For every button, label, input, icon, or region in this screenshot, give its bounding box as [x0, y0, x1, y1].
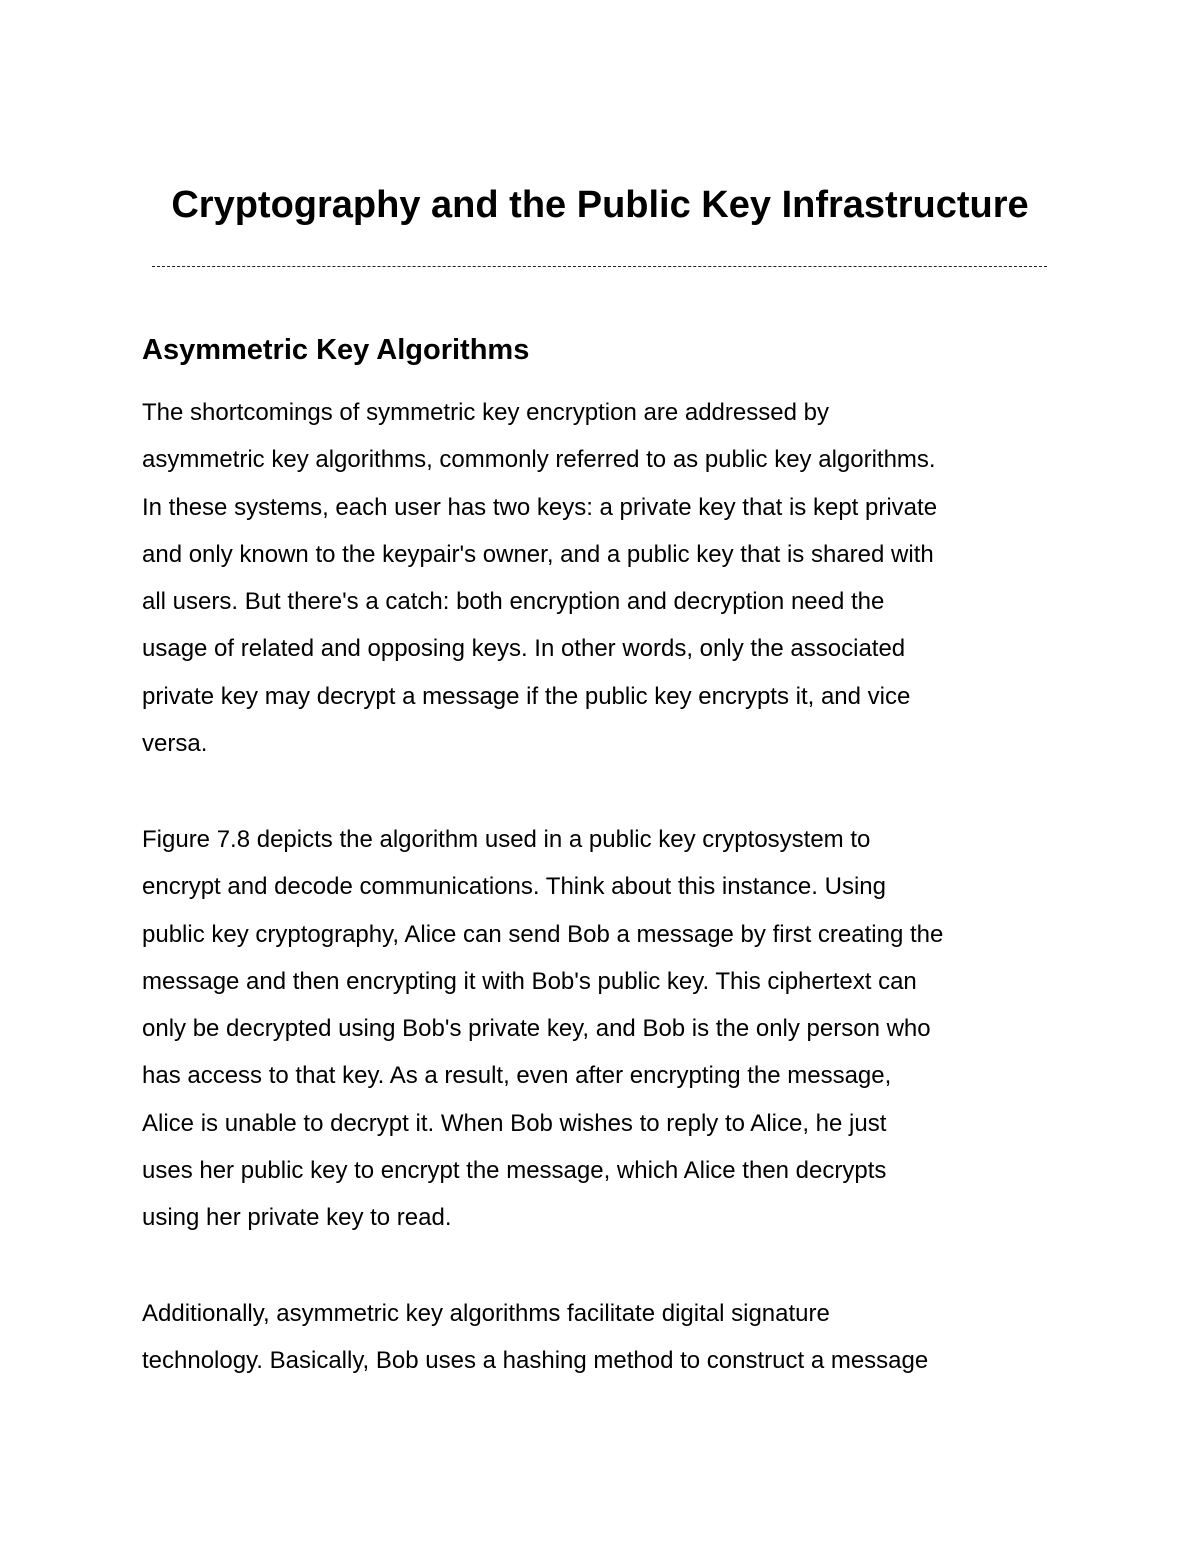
text-line: using her private key to read. [142, 1204, 452, 1232]
document-title: Cryptography and the Public Key Infrastructure [171, 184, 1029, 226]
paragraph-figure-example [142, 816, 943, 1242]
text-line: usage of related and opposing keys. In other words, only the associated [142, 635, 906, 663]
text-line: Alice is unable to decrypt it. When Bob wishes to reply to Alice, he just [142, 1109, 887, 1137]
text-line: only be decrypted using Bob's private key, and Bob is the only person who [142, 1015, 931, 1043]
text-line: The shortcomings of symmetric key encryption are addressed by [142, 399, 829, 426]
title-divider [152, 266, 1047, 267]
text-line: all users. But there's a catch: both encryption and decryption need the [142, 588, 885, 616]
text-line: Additionally, asymmetric key algorithms facilitate digital signature [142, 1300, 830, 1327]
text-line: Figure 7.8 depicts the algorithm used in a public key cryptosystem to [142, 826, 871, 853]
text-line: In these systems, each user has two keys: a private key that is kept private [142, 493, 938, 521]
text-line: versa. [142, 730, 208, 758]
text-line: public key cryptography, Alice can send Bob a message by first creating the [142, 920, 944, 948]
text-line: has access to that key. As a result, even after encrypting the message, [142, 1062, 892, 1090]
text-line: and only known to the keypair's owner, and a public key that is shared with [142, 540, 934, 568]
text-line: asymmetric key algorithms, commonly referred to as public key algorithms. [142, 446, 936, 474]
section-heading: Asymmetric Key Algorithms [142, 334, 530, 366]
paragraph-digital-signature [142, 1290, 928, 1385]
paragraph-asymmetric-intro [142, 389, 937, 767]
text-line: message and then encrypting it with Bob's public key. This ciphertext can [142, 967, 917, 995]
text-line: encrypt and decode communications. Think about this instance. Using [142, 873, 886, 901]
text-line: technology. Basically, Bob uses a hashing method to construct a message [142, 1347, 929, 1375]
text-line: uses her public key to encrypt the message, which Alice then decrypts [142, 1157, 887, 1185]
text-line: private key may decrypt a message if the public key encrypts it, and vice [142, 682, 911, 710]
